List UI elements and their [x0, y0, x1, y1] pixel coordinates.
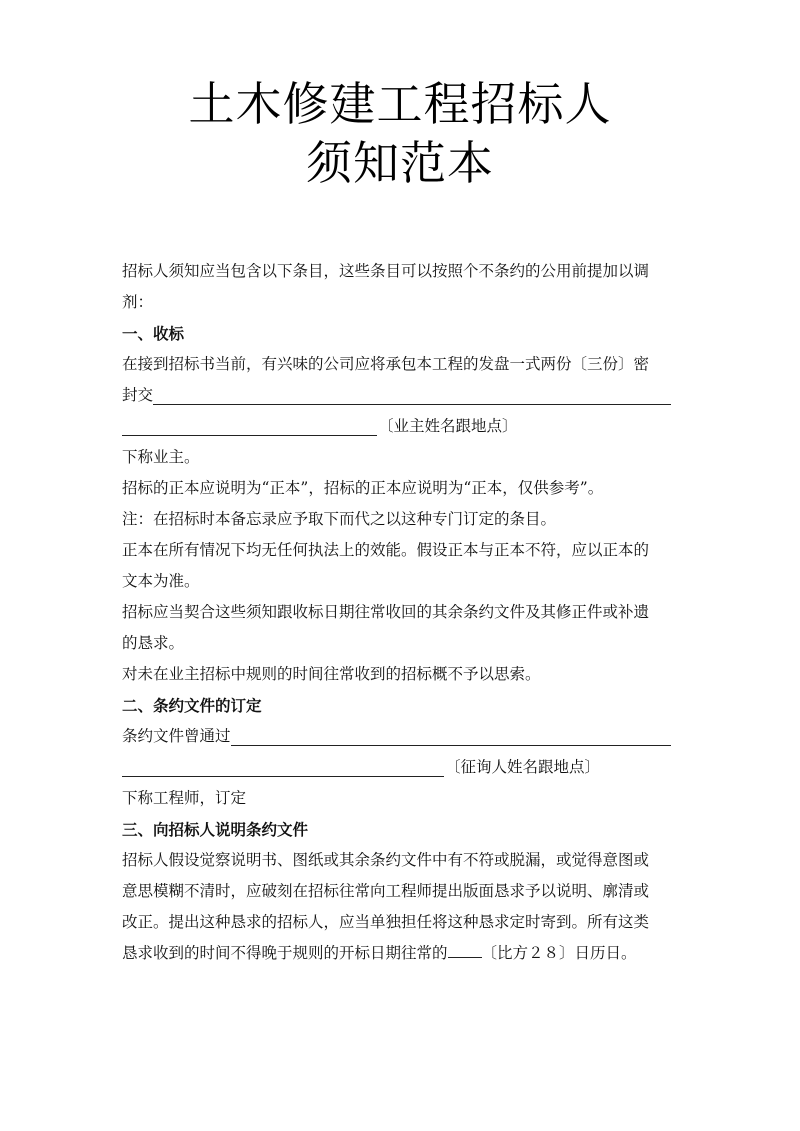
section1-p1-line1: 在接到招标书当前，有兴味的公司应将承包本工程的发盘一式两份〔三份〕密: [122, 355, 650, 373]
owner-blank-line-1: [153, 382, 671, 405]
section1-p1-line2-label: 封交: [122, 386, 154, 404]
section2-p1-line1: [122, 721, 672, 752]
owner-blank-hint: 〔业主姓名跟地点〕: [378, 417, 518, 435]
section-heading-receiving-bids: 一、收标: [122, 324, 185, 343]
owner-blank-line-2: [122, 413, 377, 436]
section2-p2: 下称工程师，订定: [122, 789, 247, 807]
section1-p7: 对未在业主招标中规则的时间往常收到的招标概不予以思索。: [122, 665, 541, 683]
section1-p2: 下称业主。: [122, 448, 200, 466]
section1-p3: 招标的正本应说明为“正本”，招标的正本应说明为“正本，仅供参考”。: [122, 479, 604, 497]
consultant-blank-line-2: [122, 754, 444, 777]
section2-p1-line2: [122, 752, 672, 783]
section1-p1-line2: [122, 380, 672, 411]
section2-p1-label: 条约文件曾通过: [122, 727, 231, 745]
intro-line-2: 剂：: [122, 293, 154, 311]
section1-p1-line3: [122, 411, 672, 442]
section1-p6-line2: 的恳求。: [122, 634, 185, 652]
section1-p5-line2: 文本为准。: [122, 572, 200, 590]
consultant-blank-hint: 〔征询人姓名跟地点〕: [445, 758, 601, 776]
section3-line4-prefix: 恳求收到的时间不得晚于规则的开标日期往常的: [122, 944, 448, 962]
document-title-line-2: 须知范本: [306, 136, 494, 190]
section1-p4: 注：在招标时本备忘录应予取下而代之以这种专门订定的条目。: [122, 510, 557, 528]
section-heading-contract-documents: 二、条约文件的订定: [122, 696, 262, 715]
document-body: [122, 256, 672, 969]
section3-line3: 改正。提出这种恳求的招标人，应当单独担任将这种恳求定时寄到。所有这类: [122, 913, 650, 931]
section3-line4-suffix: 〔比方２８〕日历日。: [481, 944, 637, 962]
section3-line4: [122, 938, 672, 969]
section3-line1: 招标人假设觉察说明书、图纸或其余条约文件中有不符或脱漏，或觉得意图或: [122, 851, 650, 869]
section1-p5-line1: 正本在所有情况下均无任何执法上的效能。假设正本与正本不符，应以正本的: [122, 541, 650, 559]
section1-p6-line1: 招标应当契合这些须知跟收标日期往常收回的其余条约文件及其修正件或补遗: [122, 603, 650, 621]
intro-line-1: 招标人须知应当包含以下条目，这些条目可以按照个不条约的公用前提加以调: [122, 262, 650, 280]
section3-line2: 意思模糊不清时，应破刻在招标往常向工程师提出版面恳求予以说明、廓清或: [122, 882, 650, 900]
section-heading-explanation: 三、向招标人说明条约文件: [122, 820, 309, 839]
consultant-blank-line-1: [231, 723, 671, 746]
days-blank: [448, 943, 482, 958]
document-title-line-1: 土木修建工程招标人: [188, 77, 612, 131]
